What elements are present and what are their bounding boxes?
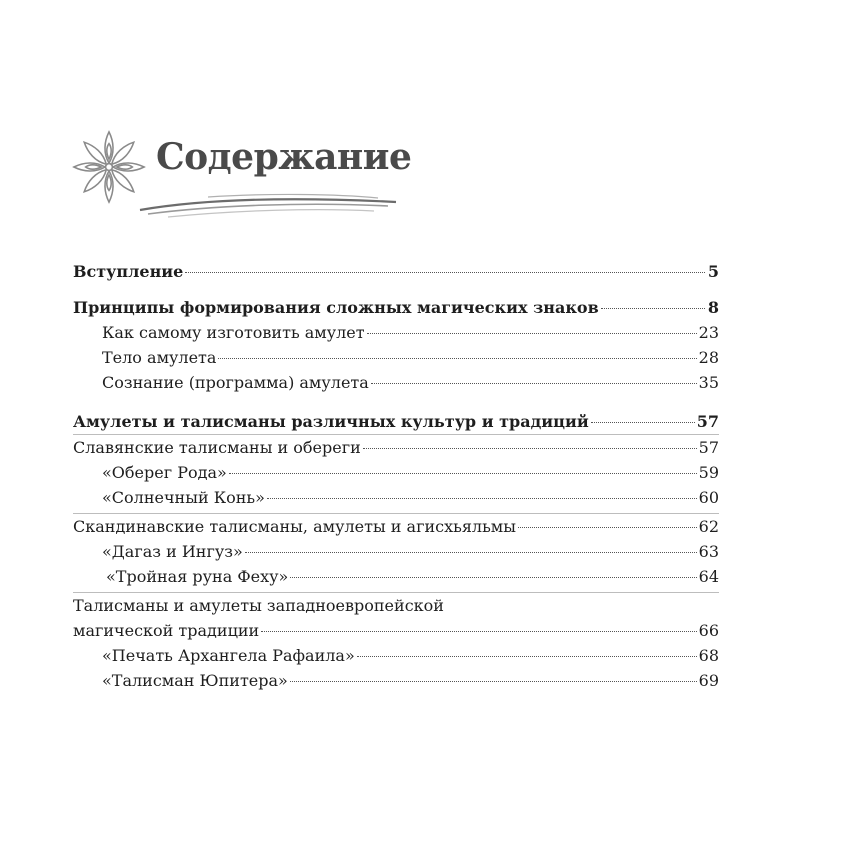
toc-page-number: 64 [698, 567, 719, 586]
toc-label: «Дагаз и Ингуз» [102, 542, 243, 561]
toc-label: «Печать Архангела Рафаила» [102, 646, 355, 665]
toc-page-number: 63 [698, 542, 719, 561]
toc-entry-slavic-1[interactable] [73, 460, 719, 485]
toc-entry-scandinavian-1[interactable] [73, 539, 719, 564]
toc-entry-western-line1[interactable]: Талисманы и амулеты западноевропейской [73, 596, 444, 615]
toc-label: Сознание (программа) амулета [102, 373, 369, 392]
flower-ornament-icon [70, 128, 148, 206]
dot-leader [290, 577, 696, 578]
dot-leader [363, 448, 697, 449]
toc-label: Тело амулета [102, 348, 217, 367]
toc-label: Принципы формирования сложных магических знаков [73, 298, 599, 317]
toc-entry-western-2[interactable] [73, 668, 719, 693]
toc-page-number: 69 [698, 671, 719, 690]
toc-page-number: 59 [698, 463, 719, 482]
toc-entry-sub1[interactable] [73, 320, 719, 345]
toc-entry-slavic-2[interactable] [73, 485, 719, 510]
dot-leader [371, 383, 697, 384]
toc-page-number: 35 [698, 373, 719, 392]
toc-entry-amulets[interactable] [73, 409, 719, 434]
dot-leader [218, 358, 696, 359]
toc-entry-western-1[interactable] [73, 643, 719, 668]
toc-entry-intro[interactable] [73, 259, 719, 284]
dot-leader [591, 422, 695, 423]
toc-page-number: 5 [707, 262, 719, 281]
toc-entry-slavic[interactable] [73, 435, 719, 460]
toc-label: «Оберег Рода» [102, 463, 227, 482]
toc-label: «Тройная руна Феху» [106, 567, 289, 586]
toc-entry-principles[interactable] [73, 295, 719, 320]
toc-page-number: 8 [707, 298, 719, 317]
dot-leader [245, 552, 697, 553]
toc-label: Как самому изготовить амулет [102, 323, 365, 342]
dot-leader [267, 498, 697, 499]
title-block [70, 128, 412, 223]
toc-page-number: 23 [698, 323, 719, 342]
toc-label: Славянские талисманы и обереги [73, 438, 361, 457]
toc-page-number: 62 [698, 517, 719, 536]
swoosh-decoration [138, 192, 400, 218]
toc-page-number: 28 [698, 348, 719, 367]
toc-entry-scandinavian-2[interactable] [73, 564, 719, 589]
table-of-contents [73, 259, 719, 693]
toc-entry-scandinavian[interactable] [73, 514, 719, 539]
toc-label: «Талисман Юпитера» [102, 671, 288, 690]
toc-page-number: 60 [698, 488, 719, 507]
dot-leader [601, 308, 705, 309]
page-title: Содержание [156, 136, 412, 178]
toc-label: «Солнечный Конь» [102, 488, 265, 507]
dot-leader [261, 631, 696, 632]
toc-label: Вступление [73, 262, 184, 281]
toc-label: магической традиции [73, 621, 260, 640]
toc-entry-sub2[interactable] [73, 345, 719, 370]
toc-entry-sub3[interactable] [73, 370, 719, 395]
toc-page-number: 57 [696, 412, 719, 431]
dot-leader [518, 527, 697, 528]
toc-label: Скандинавские талисманы, амулеты и агисхьяльмы [73, 517, 516, 536]
toc-entry-western[interactable] [73, 618, 719, 643]
dot-leader [367, 333, 697, 334]
toc-page-number: 57 [698, 438, 719, 457]
toc-page-number: 66 [698, 621, 719, 640]
dot-leader [229, 473, 697, 474]
toc-page-number: 68 [698, 646, 719, 665]
dot-leader [357, 656, 697, 657]
dot-leader [290, 681, 697, 682]
dot-leader [185, 272, 705, 273]
toc-label: Амулеты и талисманы различных культур и традиций [73, 412, 589, 431]
